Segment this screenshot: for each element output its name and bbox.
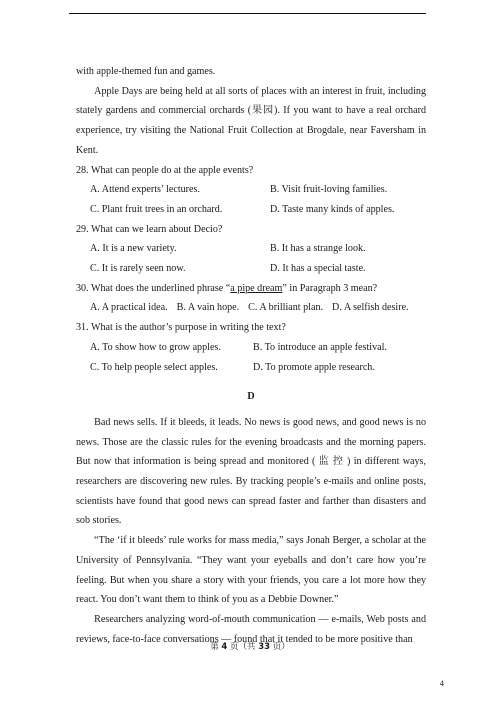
option-b: B. To introduce an apple festival. — [253, 341, 387, 353]
question-stem: 30. What does the underlined phrase “a pipe dream” in Paragraph 3 mean? — [76, 282, 378, 294]
section-d-paragraph-2: “The ‘if it bleeds’ rule works for mass media,” says Jonah Berger, a scholar at the University of Pennsylvania. “They want your eyeballs and don’t care how you’re feeling. But when you share a story with your friends, you care a lot more how they react. You don’t want them to think of you as a Debbie Downer.” — [76, 535, 426, 606]
option-a: A. It is a new variety. — [90, 243, 177, 255]
option-b: B. Visit fruit-loving families. — [270, 184, 388, 196]
option-b: B. It has a strange look. — [270, 243, 366, 255]
section-d-paragraph-3: Researchers analyzing word-of-mouth communication — e-mails, Web posts and reviews, face-to-face conversations — found that it tended to be more positive than — [76, 613, 426, 645]
option-d: D. To promote apple research. — [253, 361, 375, 373]
option-c: C. It is rarely seen now. — [90, 263, 186, 275]
underlined-phrase: a pipe dream — [230, 282, 283, 294]
question-29 — [76, 220, 426, 279]
section-d-paragraph-1: Bad news sells. If it bleeds, it leads. No news is good news, and good news is no news. Those are the classic rules for the evening broadcasts and the morning papers. But now that information is being spread and monitored ( 监 控 ) in different ways, researchers are discovering new rules. By tracking people’s e-mails and online posts, scientists have found that good news can spread faster and farther than disasters and sob stories. — [76, 416, 426, 527]
option-a: A. A practical idea. — [90, 302, 168, 314]
option-d: D. It has a special taste. — [270, 263, 366, 275]
option-c: C. A brilliant plan. — [248, 302, 324, 314]
passage-c-paragraph: Apple Days are being held at all sorts of places with an interest in fruit, including stately gardens and commercial orchards (果园). If you want to have a real orchard experience, try visiting the National Fruit Collection at Brogdale, near Faversham in Kent. — [76, 85, 426, 156]
page-number: 4 — [439, 678, 444, 688]
option-d: D. Taste many kinds of apples. — [270, 203, 395, 215]
question-30 — [76, 279, 426, 318]
option-a: A. Attend experts’ lectures. — [90, 184, 200, 196]
question-stem: 29. What can we learn about Decio? — [76, 223, 223, 235]
section-heading: D — [247, 391, 255, 403]
option-c: C. To help people select apples. — [90, 361, 218, 373]
option-b: B. A vain hope. — [176, 302, 240, 314]
option-a: A. To show how to grow apples. — [90, 341, 221, 353]
question-28 — [76, 161, 426, 220]
passage-c-line: with apple-themed fun and games. — [76, 66, 216, 77]
header-rule — [69, 13, 426, 14]
page-footer: 第 4 页（共 33 页） — [210, 642, 290, 652]
document-body — [76, 62, 426, 649]
option-d: D. A selfish desire. — [332, 302, 409, 314]
question-stem: 31. What is the author’s purpose in writing the text? — [76, 322, 286, 334]
question-stem: 28. What can people do at the apple events? — [76, 164, 254, 176]
question-31 — [76, 318, 426, 377]
option-c: C. Plant fruit trees in an orchard. — [90, 203, 223, 215]
